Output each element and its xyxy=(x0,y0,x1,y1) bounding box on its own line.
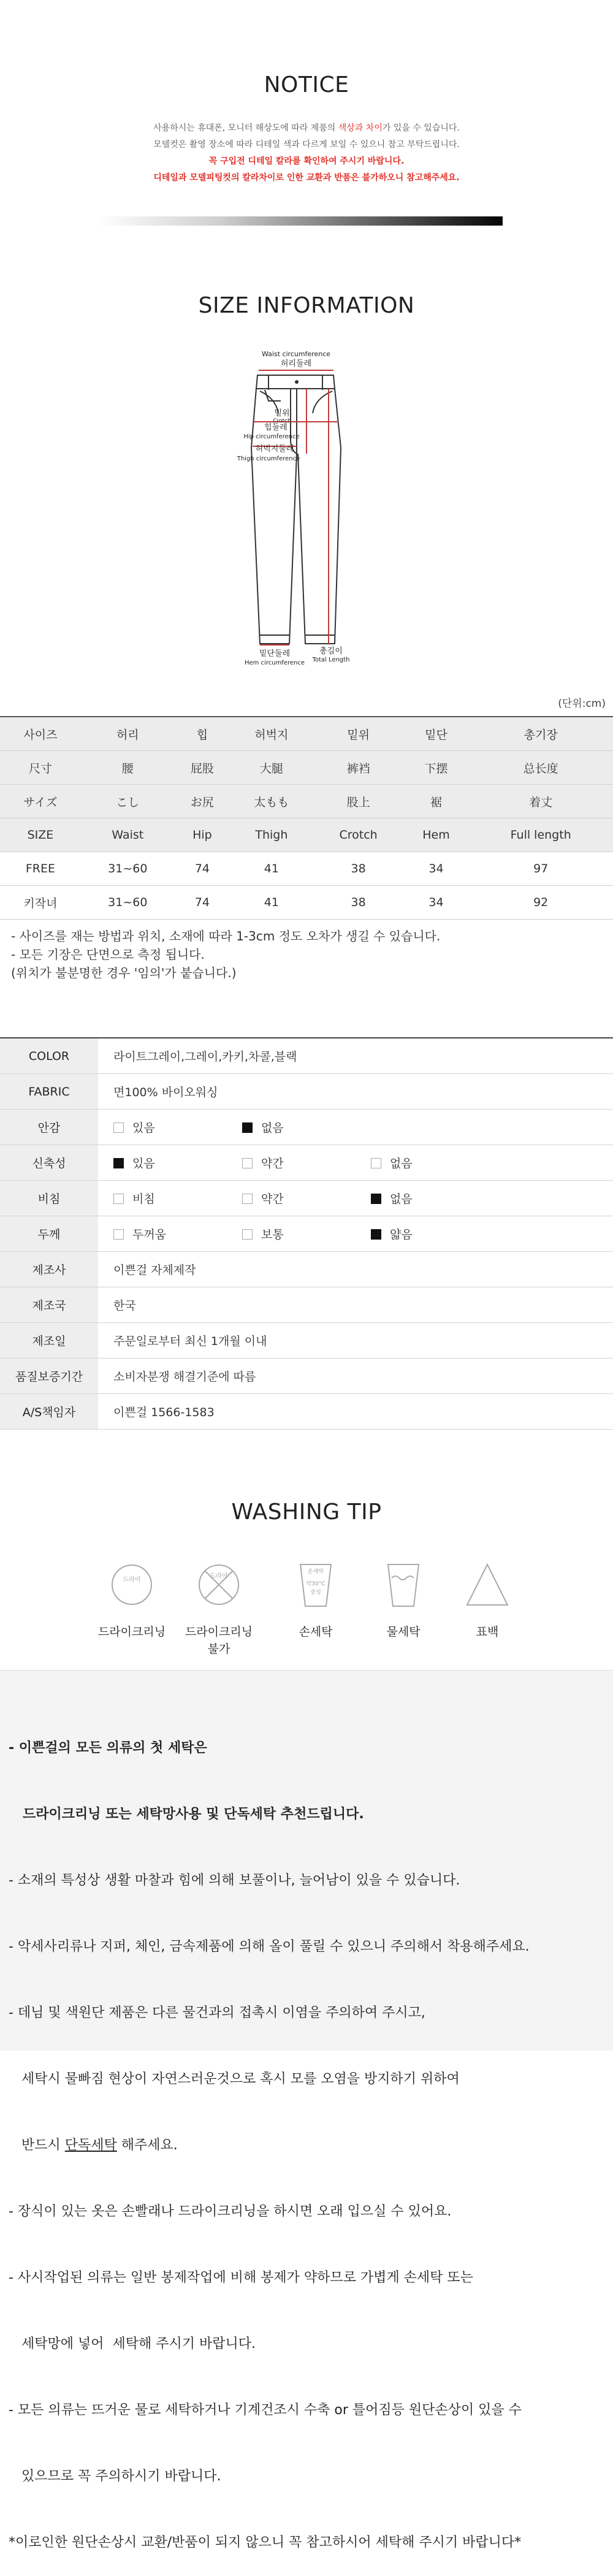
table-cell: 裾 xyxy=(404,785,469,818)
bleach-label: 표백 xyxy=(476,1625,499,1639)
sheer-label: 비침 xyxy=(0,1181,98,1216)
size-row-japanese xyxy=(0,785,613,818)
washing-tip-title: WASHING TIP xyxy=(231,1499,382,1525)
table-cell: 키작녀 xyxy=(0,886,81,920)
table-cell: 41 xyxy=(230,886,313,920)
remark-line: (위치가 불분명한 경우 '임의'가 붙습니다.) xyxy=(11,966,237,980)
warranty-value: 소비자분쟁 해결기준에 따름 xyxy=(98,1358,613,1394)
checkbox-icon xyxy=(113,1194,124,1204)
checkbox-icon xyxy=(371,1158,381,1168)
table-cell: 34 xyxy=(404,852,469,886)
checkbox-icon xyxy=(242,1158,253,1168)
table-cell: 下摆 xyxy=(404,751,469,785)
remark-line: - 사이즈를 재는 방법과 위치, 소재에 따라 1-3cm 정도 오차가 생길 수 있습니다. xyxy=(11,929,441,943)
table-cell: Crotch xyxy=(313,818,404,852)
thigh-label-ko: 허벅지둘레 xyxy=(255,444,294,454)
crotch-label-en: Crotch xyxy=(273,418,291,424)
length-label-ko: 총길이 xyxy=(319,647,343,656)
lining-option: 없음 xyxy=(242,1119,371,1135)
table-cell: 34 xyxy=(404,886,469,920)
table-cell: 총기장 xyxy=(468,717,613,751)
stretch-options xyxy=(98,1145,613,1181)
table-cell: Hem xyxy=(404,818,469,852)
washing-tips-text xyxy=(9,1693,530,2576)
waist-label-en: Waist circumference xyxy=(261,350,331,358)
tip-line: 있으므로 꼭 주의하시기 바랍니다. xyxy=(9,2469,221,2484)
table-cell: 大腿 xyxy=(230,751,313,785)
no-dry-clean-label: 드라이크리닝 불가 xyxy=(185,1625,253,1656)
remark-line: - 모든 기장은 단면으로 측정 됩니다. xyxy=(11,947,205,962)
info-row-stretch xyxy=(0,1145,613,1181)
sheer-option: 없음 xyxy=(371,1190,500,1206)
table-cell: 股上 xyxy=(313,785,404,818)
table-cell: Hip xyxy=(175,818,230,852)
country-value: 한국 xyxy=(98,1287,613,1323)
sheer-option: 비침 xyxy=(113,1190,242,1206)
tip-line: - 모든 의류는 뜨거운 물로 세탁하거나 기계건조시 수축 or 틀어짐등 원단손상이 있을 수 xyxy=(9,2403,522,2418)
info-row-color xyxy=(0,1038,613,1074)
notice-line-4: 디테일과 모델피팅컷의 칼라차이로 인한 교환과 반품은 불가하오니 참고해주세요. xyxy=(153,173,460,183)
unit-label: (단위:cm) xyxy=(558,698,606,710)
table-cell: 太もも xyxy=(230,785,313,818)
info-row-fabric xyxy=(0,1074,613,1110)
tip-line: - 소재의 특성상 생활 마찰과 힘에 의해 보풀이나, 늘어남이 있을 수 있습니다. xyxy=(9,1873,460,1888)
table-cell: 腰 xyxy=(81,751,175,785)
info-row-as xyxy=(0,1394,613,1430)
table-cell: 31~60 xyxy=(81,886,175,920)
table-cell: Thigh xyxy=(230,818,313,852)
table-cell: サイズ xyxy=(0,785,81,818)
checkbox-checked-icon xyxy=(113,1158,124,1168)
notice-line-3: 꼭 구입전 디테일 칼라를 확인하여 주시기 바랍니다. xyxy=(208,156,405,166)
lining-option: 있음 xyxy=(113,1119,242,1135)
notice-line-2: 모델컷은 촬영 장소에 따라 디테일 색과 다르게 보일 수 있으니 참고 부탁드립니다. xyxy=(153,140,460,150)
table-cell: SIZE xyxy=(0,818,81,852)
thickness-option: 얇음 xyxy=(371,1225,500,1242)
table-cell: 92 xyxy=(468,886,613,920)
lining-label: 안감 xyxy=(0,1110,98,1145)
waist-label-ko: 허리둘레 xyxy=(280,359,312,368)
table-cell: Full length xyxy=(468,818,613,852)
svg-text:손세탁: 손세탁 xyxy=(307,1569,324,1575)
tip-line: - 데님 및 색원단 제품은 다른 물건과의 접촉시 이염을 주의하여 주시고, xyxy=(9,2005,425,2021)
tip-line: - 장식이 있는 옷은 손빨래나 드라이크리닝을 하시면 오래 입으실 수 있어요. xyxy=(9,2204,452,2219)
table-cell: 31~60 xyxy=(81,852,175,886)
table-cell: こし xyxy=(81,785,175,818)
as-value: 이쁜걸 1566-1583 xyxy=(98,1394,613,1430)
notice-text xyxy=(0,120,613,186)
table-cell: 尺寸 xyxy=(0,751,81,785)
checkbox-icon xyxy=(113,1122,124,1133)
table-cell: 74 xyxy=(175,886,230,920)
tip-line: 세탁망에 넣어 세탁해 주시기 바랍니다. xyxy=(9,2336,256,2352)
tip-line: 세탁시 물빠짐 현상이 자연스러운것으로 혹시 모를 오염을 방지하기 위하여 xyxy=(9,2071,460,2087)
size-info-title: SIZE INFORMATION xyxy=(198,293,415,318)
as-label: A/S책임자 xyxy=(0,1394,98,1430)
hand-wash-label: 손세탁 xyxy=(299,1625,333,1639)
date-value: 주문일로부터 최신 1개월 이내 xyxy=(98,1323,613,1358)
color-value: 라이트그레이,그레이,카키,차콜,블랙 xyxy=(98,1038,613,1074)
table-cell: 사이즈 xyxy=(0,717,81,751)
hand-wash-icon xyxy=(288,1557,343,1612)
hip-label-en: Hip circumference xyxy=(243,433,300,440)
date-label: 제조일 xyxy=(0,1323,98,1358)
info-row-sheer xyxy=(0,1181,613,1216)
pants-diagram xyxy=(233,349,380,668)
country-label: 제조국 xyxy=(0,1287,98,1323)
table-cell: 밑위 xyxy=(313,717,404,751)
size-row-english xyxy=(0,818,613,852)
no-dry-clean-icon xyxy=(191,1557,246,1612)
hip-label-ko: 힙둘레 xyxy=(264,423,287,432)
hem-label-en: Hem circumference xyxy=(244,660,305,666)
sheer-options xyxy=(98,1181,613,1216)
info-row-thickness xyxy=(0,1216,613,1252)
dry-clean-label: 드라이크리닝 xyxy=(97,1625,166,1639)
water-wash-icon xyxy=(376,1557,431,1612)
notice-line-1: 사용하시는 휴대폰, 모니터 해상도에 따라 제품의 색상과 차이가 있을 수 있습니다. xyxy=(153,123,460,133)
tip-line: 반드시 단독세탁 해주세요. xyxy=(9,2138,178,2153)
stretch-option: 있음 xyxy=(113,1154,242,1171)
thickness-option: 보통 xyxy=(242,1225,371,1242)
table-cell: 74 xyxy=(175,852,230,886)
stretch-option: 약간 xyxy=(242,1154,371,1171)
table-cell: 밑단 xyxy=(404,717,469,751)
checkbox-checked-icon xyxy=(371,1194,381,1204)
product-info-table xyxy=(0,1037,613,1430)
thickness-option: 두꺼움 xyxy=(113,1225,242,1242)
table-cell: 41 xyxy=(230,852,313,886)
gradient-bar xyxy=(98,216,503,226)
info-row-country xyxy=(0,1287,613,1323)
size-table xyxy=(0,716,613,920)
dry-clean-icon xyxy=(104,1557,159,1612)
maker-label: 제조사 xyxy=(0,1252,98,1287)
checkbox-icon xyxy=(113,1229,124,1240)
fabric-value: 면100% 바이오워싱 xyxy=(98,1074,613,1110)
table-cell: 38 xyxy=(313,886,404,920)
svg-text:약30°C: 약30°C xyxy=(306,1581,326,1587)
color-label: COLOR xyxy=(0,1038,98,1074)
info-row-date xyxy=(0,1323,613,1358)
stretch-option: 없음 xyxy=(371,1154,500,1171)
warranty-label: 품질보증기간 xyxy=(0,1358,98,1394)
info-row-maker xyxy=(0,1252,613,1287)
table-cell: 着丈 xyxy=(468,785,613,818)
table-cell: 허리 xyxy=(81,717,175,751)
checkbox-checked-icon xyxy=(242,1122,253,1133)
table-cell: FREE xyxy=(0,852,81,886)
length-label-en: Total Length xyxy=(312,657,350,663)
checkbox-icon xyxy=(242,1194,253,1204)
table-cell: 总长度 xyxy=(468,751,613,785)
table-cell: 38 xyxy=(313,852,404,886)
maker-value: 이쁜걸 자체제작 xyxy=(98,1252,613,1287)
fabric-label: FABRIC xyxy=(0,1074,98,1110)
table-cell: 裤裆 xyxy=(313,751,404,785)
thickness-options xyxy=(98,1216,613,1252)
size-remarks xyxy=(11,927,440,982)
table-cell: 힙 xyxy=(175,717,230,751)
crotch-label-ko: 밑위 xyxy=(274,409,290,418)
size-row-petite xyxy=(0,886,613,920)
tip-line: - 이쁜걸의 모든 의류의 첫 세탁은 xyxy=(9,1740,207,1756)
checkbox-icon xyxy=(242,1229,253,1240)
tip-line: - 악세사리류나 지퍼, 체인, 금속제품에 의해 올이 풀릴 수 있으니 주의해서 착용해주세요. xyxy=(9,1939,530,1954)
size-row-korean xyxy=(0,717,613,751)
size-row-chinese xyxy=(0,751,613,785)
bleach-icon xyxy=(460,1557,515,1612)
tip-line: *이로인한 원단손상시 교환/반품이 되지 않으니 꼭 참고하시어 세탁해 주시기 바랍니다* xyxy=(9,2535,522,2550)
svg-text:중성: 중성 xyxy=(310,1590,321,1596)
checkbox-checked-icon xyxy=(371,1229,381,1240)
svg-text:드라이: 드라이 xyxy=(210,1573,228,1580)
table-cell: 屁股 xyxy=(175,751,230,785)
svg-text:드라이: 드라이 xyxy=(123,1577,141,1583)
table-cell: 97 xyxy=(468,852,613,886)
water-wash-label: 물세탁 xyxy=(386,1625,421,1639)
info-row-warranty xyxy=(0,1358,613,1394)
table-cell: お尻 xyxy=(175,785,230,818)
tip-line: - 사시작업된 의류는 일반 봉제작업에 비해 봉제가 약하므로 가볍게 손세탁 또는 xyxy=(9,2270,473,2285)
hem-label-ko: 밑단둘레 xyxy=(259,649,291,658)
notice-title: NOTICE xyxy=(264,72,349,97)
stretch-label: 신축성 xyxy=(0,1145,98,1181)
table-cell: Waist xyxy=(81,818,175,852)
lining-options xyxy=(98,1110,613,1145)
thickness-label: 두께 xyxy=(0,1216,98,1252)
info-row-lining xyxy=(0,1110,613,1145)
size-row-free xyxy=(0,852,613,886)
thigh-label-en: Thigh circumference xyxy=(237,455,300,462)
sheer-option: 약간 xyxy=(242,1190,371,1206)
table-cell: 허벅지 xyxy=(230,717,313,751)
tip-line: 드라이크리닝 또는 세탁망사용 및 단독세탁 추천드립니다. xyxy=(9,1807,364,1822)
